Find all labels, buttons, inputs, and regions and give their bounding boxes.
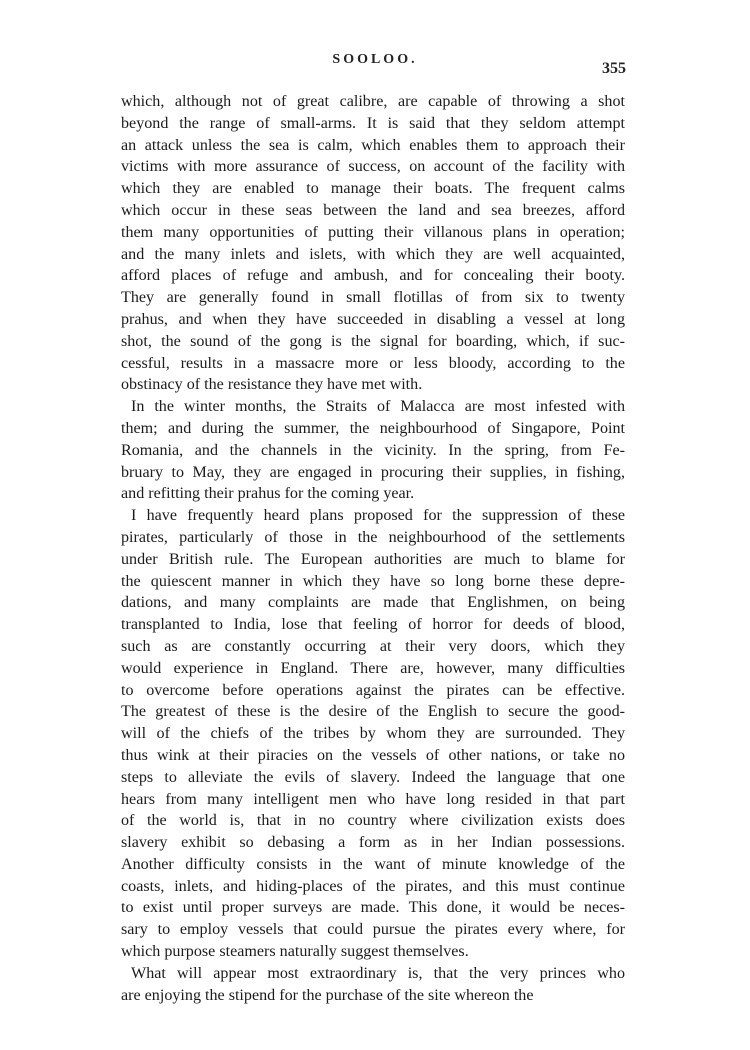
body-text	[121, 91, 625, 1006]
paragraph	[121, 963, 625, 1007]
text-line: steps to alleviate the evils of slavery. Indeed the language that one	[121, 768, 625, 786]
text-line: which purpose steamers naturally suggest themselves.	[121, 943, 469, 961]
text-line: which they are enabled to manage their boats. The frequent calms	[121, 180, 625, 198]
text-line: obstinacy of the resistance they have met with.	[121, 376, 423, 394]
text-line: to overcome before operations against the pirates can be effective.	[121, 681, 625, 699]
text-line: I have frequently heard plans proposed for the suppression of these	[131, 507, 625, 525]
paragraph	[121, 505, 625, 963]
text-line: dations, and many complaints are made that Englishmen, on being	[121, 594, 625, 612]
text-line: Another difficulty consists in the want of minute knowledge of the	[121, 855, 625, 873]
text-line: them many opportunities of putting their villanous plans in operation;	[121, 223, 625, 241]
text-line: of the world is, that in no country where civilization exists does	[121, 812, 625, 830]
paragraph	[121, 396, 625, 505]
text-line: afford places of refuge and ambush, and for concealing their booty.	[121, 267, 625, 285]
text-line: to exist until proper surveys are made. This done, it would be neces-	[121, 899, 625, 917]
text-line: the quiescent manner in which they have so long borne these depre-	[121, 572, 625, 590]
text-line: Romania, and the channels in the vicinity. In the spring, from Fe-	[121, 441, 625, 459]
text-line: sary to employ vessels that could pursue the pirates every where, for	[121, 921, 625, 939]
text-line: would experience in England. There are, however, many difficulties	[121, 659, 625, 677]
text-line: The greatest of these is the desire of the English to secure the good-	[121, 703, 625, 721]
text-line: an attack unless the sea is calm, which enables them to approach their	[121, 136, 625, 154]
text-line: and refitting their prahus for the coming year.	[121, 485, 415, 503]
text-line: such as are constantly occurring at their very doors, which they	[121, 637, 625, 655]
text-line: which, although not of great calibre, are capable of throwing a shot	[121, 93, 625, 110]
text-line: cessful, results in a massacre more or less bloody, according to the	[121, 354, 625, 372]
text-line: victims with more assurance of success, on account of the facility with	[121, 158, 625, 176]
text-line: transplanted to India, lose that feeling of horror for deeds of blood,	[121, 616, 625, 634]
text-line: thus wink at their piracies on the vessels of other nations, or take no	[121, 746, 625, 764]
text-line: They are generally found in small flotillas of from six to twenty	[121, 289, 625, 307]
text-line: bruary to May, they are engaged in procuring their supplies, in fishing,	[121, 463, 625, 481]
text-line: beyond the range of small-arms. It is said that they seldom attempt	[121, 114, 625, 132]
text-line: What will appear most extraordinary is, that the very princes who	[131, 964, 625, 982]
text-line: coasts, inlets, and hiding-places of the pirates, and this must continue	[121, 877, 625, 895]
running-title: SOOLOO.	[332, 52, 418, 67]
text-line: hears from many intelligent men who have long resided in that part	[121, 790, 625, 808]
text-line: and the many inlets and islets, with which they are well acquainted,	[121, 245, 625, 263]
text-line: under British rule. The European authorities are much to blame for	[121, 550, 625, 568]
text-line: In the winter months, the Straits of Malacca are most infested with	[131, 398, 625, 416]
text-line: which occur in these seas between the land and sea breezes, afford	[121, 201, 625, 219]
text-line: are enjoying the stipend for the purchase of the site whereon the	[121, 986, 534, 1004]
text-line: shot, the sound of the gong is the signal for boarding, which, if suc-	[121, 332, 625, 350]
text-line: will of the chiefs of the tribes by whom they are surrounded. They	[121, 725, 625, 743]
text-line: pirates, particularly of those in the neighbourhood of the settlements	[121, 528, 625, 546]
text-line: slavery exhibit so debasing a form as in her Indian possessions.	[121, 834, 625, 852]
text-line: prahus, and when they have succeeded in disabling a vessel at long	[121, 310, 625, 328]
text-line: them; and during the summer, the neighbourhood of Singapore, Point	[121, 419, 625, 437]
paragraph	[121, 91, 625, 396]
page-number: 355	[602, 60, 626, 77]
